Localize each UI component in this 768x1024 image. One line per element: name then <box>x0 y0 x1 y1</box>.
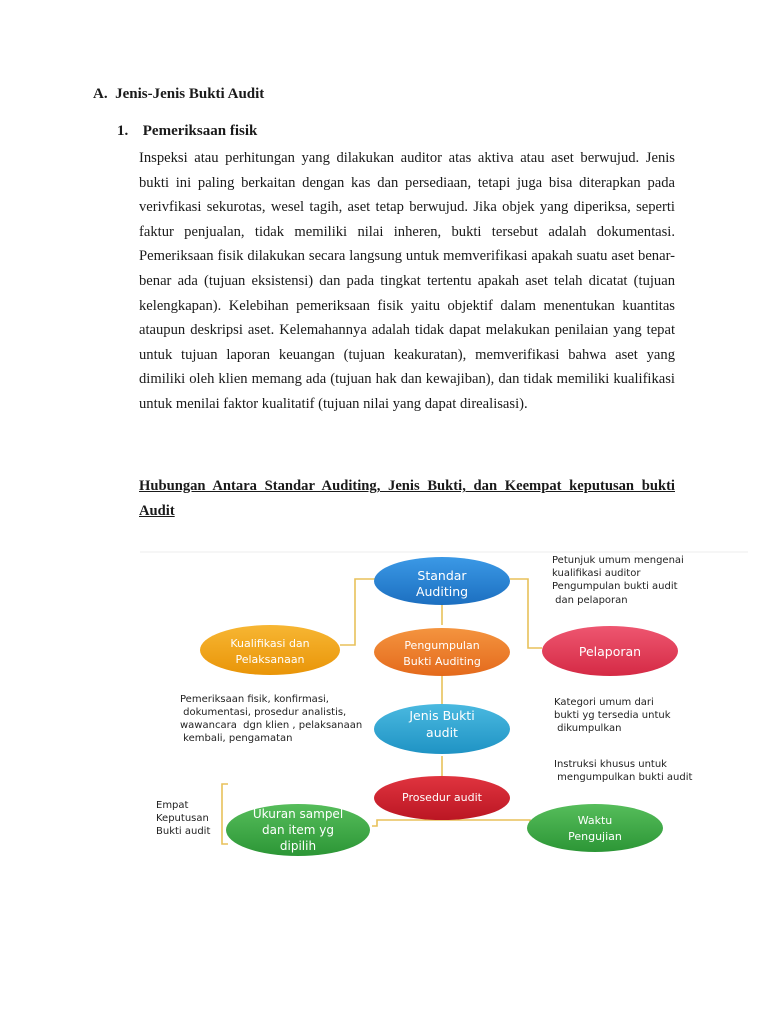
node-pengumpulan-bukti <box>374 628 510 676</box>
node-jenis-line2: audit <box>426 725 458 740</box>
note-top-right-line1: Petunjuk umum mengenai <box>552 555 684 566</box>
node-ukuran-line1: Ukuran sampel <box>252 807 344 821</box>
note-bottom-left-line2: Keputusan <box>156 813 209 824</box>
note-mid-right-line3: dikumpulkan <box>554 723 622 734</box>
node-standar-auditing <box>374 557 510 605</box>
node-waktu-line2: Pengujian <box>568 830 622 843</box>
body-paragraph: Inspeksi atau perhitungan yang dilakukan auditor atas aktiva atau aset berwujud. Jenis bukti ini paling berkaitan dengan kas dan persediaan, tetapi juga bisa diterapkan pada verivfikasi sekurotas, wesel tagih, aset tetap berwujud. Jika objek yang diperiksa, seperti faktur penjualan, tidak memiliki nilai inheren, bukti tersebut adalah dokumentasi. Pemeriksaan fisik dilakukan secara langsung untuk memverifikasi apakah suatu aset benar-benar ada (tujuan eksistensi) dan pada tingkat tertentu apakah aset telah dicatat (tujuan kelengkapan). Kelebihan pemeriksaan fisik yaitu objektif dalam menentukan kuantitas ataupun deskripsi aset. Kelemahannya adalah tidak dapat melakukan penilaian yang tepat untuk tujuan laporan keuangan (tujuan keakuratan), memverifikasi bahwa aset yang dimiliki oleh klien memang ada (tujuan hak dan kewajiban), dan tidak memiliki kualifikasi untuk menilai faktor kualitatif (tujuan nilai yang dapat direalisasi). <box>139 150 675 412</box>
subsection-title: Pemeriksaan fisik <box>142 123 258 139</box>
node-ukuran-line3: dipilih <box>279 839 317 853</box>
node-waktu-pengujian <box>527 804 663 852</box>
section-heading <box>93 86 264 103</box>
note-top-right-line2: kualifikasi auditor <box>552 568 641 579</box>
diagram-title: Hubungan Antara Standar Auditing, Jenis Bukti, dan Keempat keputusan bukti Audit <box>139 478 675 519</box>
note-top-right-line3: Pengumpulan bukti audit <box>552 581 678 592</box>
node-prosedur-audit <box>374 776 510 820</box>
note-mid-left-line1: Pemeriksaan fisik, konfirmasi, <box>180 694 329 705</box>
node-standar-line2: Auditing <box>415 584 469 599</box>
node-pelaporan-label: Pelaporan <box>578 644 642 659</box>
node-standar-line1: Standar <box>417 568 467 583</box>
note-lower-right-line2: mengumpulkan bukti audit <box>554 772 693 783</box>
note-mid-right-line1: Kategori umum dari <box>554 697 654 708</box>
node-pelaporan <box>542 626 678 676</box>
node-jenis-line1: Jenis Bukti <box>409 708 475 723</box>
note-mid-left-line2: dokumentasi, prosedur analistis, <box>180 707 347 718</box>
node-kualifikasi-line2: Pelaksanaan <box>235 653 305 666</box>
note-bottom-left <box>156 800 210 837</box>
note-lower-right <box>554 759 693 783</box>
note-bottom-left-line1: Empat <box>156 800 189 811</box>
note-lower-right-line1: Instruksi khusus untuk <box>554 759 667 770</box>
audit-diagram <box>138 548 750 873</box>
note-top-right <box>552 555 684 606</box>
note-mid-left <box>180 694 362 744</box>
note-mid-right <box>554 697 671 734</box>
node-kualifikasi-line1: Kualifikasi dan <box>230 637 310 650</box>
subsection-number: 1. <box>117 123 129 139</box>
node-jenis-bukti <box>374 704 510 754</box>
node-pengumpulan-line1: Pengumpulan <box>404 639 480 652</box>
subsection-heading <box>117 123 257 140</box>
note-mid-left-line4: kembali, pengamatan <box>180 733 293 744</box>
note-mid-left-line3: wawancara dgn klien , pelaksanaan <box>180 720 363 731</box>
note-top-right-line4: dan pelaporan <box>552 595 628 606</box>
note-bottom-left-line3: Bukti audit <box>156 826 211 837</box>
section-label: A. <box>93 86 108 102</box>
node-ukuran-line2: dan item yg <box>261 823 335 837</box>
note-mid-right-line2: bukti yg tersedia untuk <box>554 710 671 721</box>
node-pengumpulan-line2: Bukti Auditing <box>403 655 481 668</box>
node-waktu-line1: Waktu <box>577 814 613 827</box>
node-kualifikasi <box>200 625 340 675</box>
node-prosedur-label: Prosedur audit <box>402 791 482 804</box>
node-ukuran-sampel <box>226 804 370 856</box>
section-title: Jenis-Jenis Bukti Audit <box>115 86 265 102</box>
